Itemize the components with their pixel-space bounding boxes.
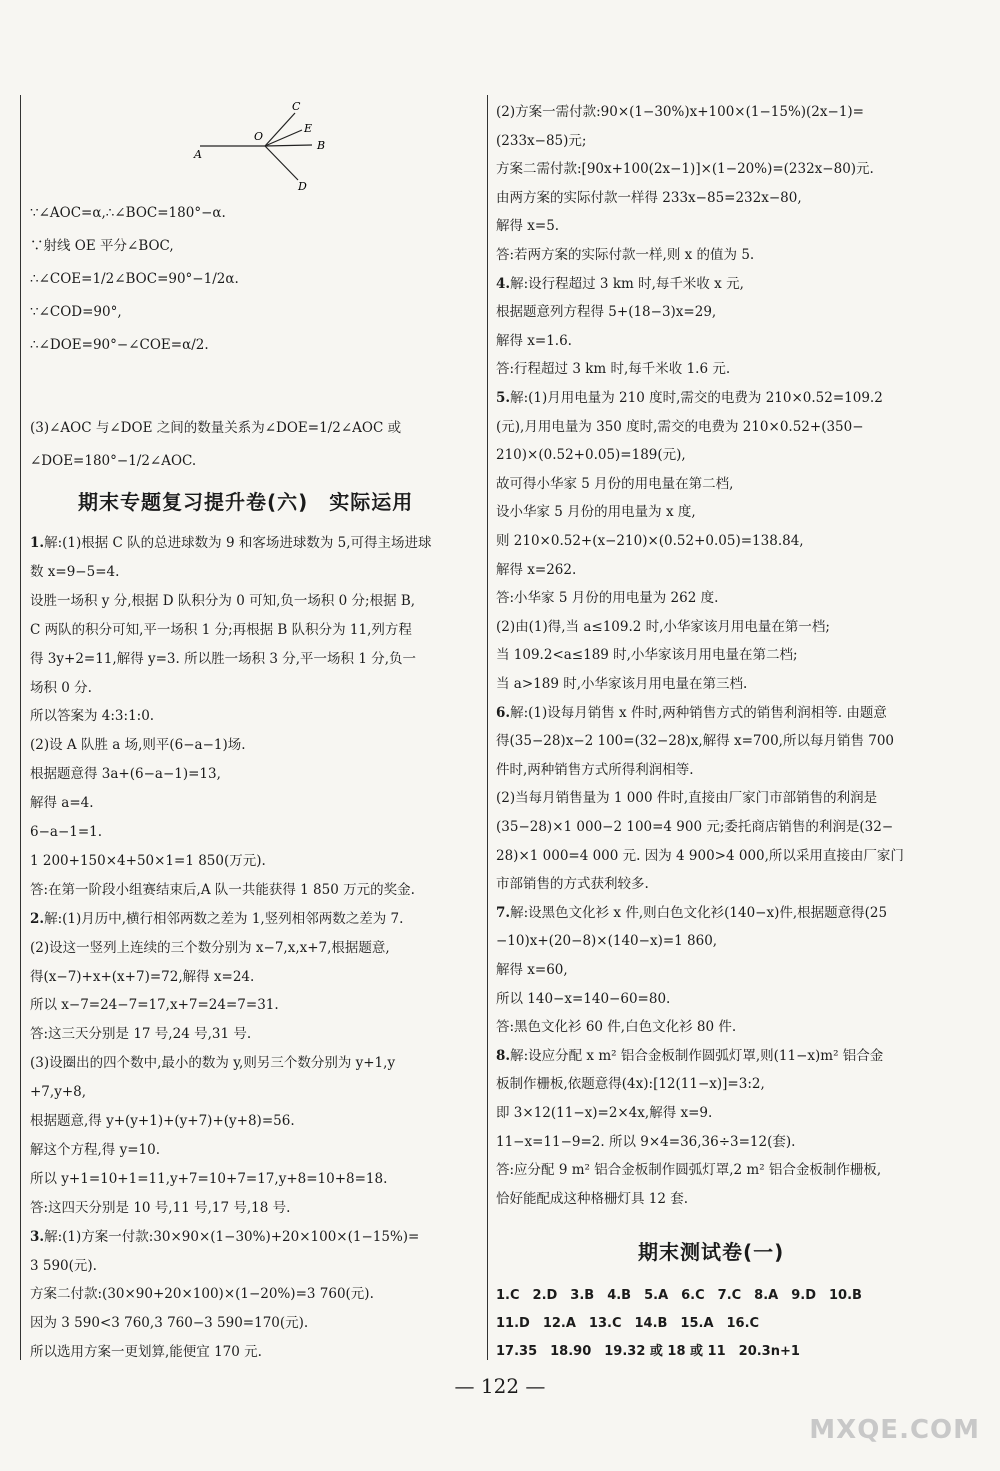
line-text: 解得 a=4. <box>30 795 94 812</box>
solution-line <box>496 333 572 349</box>
solution-line <box>30 1344 262 1360</box>
line-text: 根据题意列方程得 5+(18−3)x=29, <box>496 304 717 321</box>
line-text: −10)x+(20−8)×(140−x)=1 860, <box>496 933 718 950</box>
label-b: B <box>317 139 326 152</box>
line-text: 答:黑色文化衫 60 件,白色文化衫 80 件. <box>496 1019 737 1036</box>
line-text: 设胜一场积 y 分,根据 D 队积分为 0 可知,负一场积 0 分;根据 B, <box>30 592 416 609</box>
solution-line <box>30 680 92 696</box>
solution-line <box>30 708 154 724</box>
proof-line <box>30 205 226 221</box>
solution-line <box>496 190 802 206</box>
solution-line <box>30 997 279 1013</box>
line-text: 解:(1)根据 C 队的总进球数为 9 和客场进球数为 5,可得主场进球 <box>44 535 432 551</box>
solution-line <box>496 361 730 377</box>
line-text: 恰好能配成这种格栅灯具 12 套. <box>496 1190 689 1207</box>
solution-line <box>496 876 649 892</box>
line-text: 答:行程超过 3 km 时,每千米收 1.6 元. <box>496 361 731 378</box>
solution-line <box>30 766 221 782</box>
line-text: 解:(1)月用电量为 210 度时,需交的电费为 210×0.52=109.2 <box>510 390 883 406</box>
solution-line <box>496 476 733 492</box>
line-text: 根据题意得 3a+(6−a−1)=13, <box>30 766 221 783</box>
solution-line <box>30 1200 290 1216</box>
line-text: ∵∠COD=90°, <box>30 304 122 320</box>
solution-line <box>496 619 830 635</box>
line-text: 当 a>189 时,小华家该月用电量在第三档. <box>496 676 748 692</box>
line-text: 6−a−1=1. <box>30 824 103 840</box>
proof-line <box>30 420 401 436</box>
solution-line <box>496 905 887 921</box>
line-text: 方案二付款:(30×90+20×100)×(1−20%)=3 760(元). <box>30 1286 374 1303</box>
left-margin-rule <box>20 95 21 1360</box>
line-text: (2)设 A 队胜 a 场,则平(6−a−1)场. <box>30 737 246 754</box>
solution-line <box>496 933 717 949</box>
page-number: — 122 — <box>454 1374 546 1398</box>
solution-line <box>496 1076 765 1092</box>
solution-line <box>496 762 694 778</box>
line-text: 解得 x=60, <box>496 962 568 978</box>
line-text: 210)×(0.52+0.05)=189(元), <box>496 447 686 464</box>
solution-line <box>30 1084 86 1100</box>
column-divider <box>487 95 488 1360</box>
line-text: (2)由(1)得,当 a≤109.2 时,小华家该月用电量在第一档; <box>496 618 830 635</box>
solution-line <box>30 737 246 753</box>
line-text: ∴∠DOE=90°−∠COE=α/2. <box>30 337 209 353</box>
solution-line <box>496 1019 736 1035</box>
solution-line <box>496 304 716 320</box>
line-text: 设小华家 5 月份的用电量为 x 度, <box>496 504 696 521</box>
line-text: 因为 3 590<3 760,3 760−3 590=170(元). <box>30 1315 309 1332</box>
line-text: 当 109.2<a≤189 时,小华家该月用电量在第二档; <box>496 647 798 664</box>
line-text: 解:(1)设每月销售 x 件时,两种销售方式的销售利润相等. 由题意 <box>510 704 887 721</box>
line-text: 根据题意,得 y+(y+1)+(y+7)+(y+8)=56. <box>30 1113 295 1129</box>
solution-line <box>496 848 904 864</box>
line-text: 场积 0 分. <box>30 679 92 696</box>
line-text: 解:(1)方案一付款:30×90×(1−30%)+20×100×(1−15%)= <box>44 1228 420 1245</box>
line-text: C 两队的积分可知,平一场积 1 分;再根据 B 队积分为 11,列方程 <box>30 621 412 638</box>
line-text: 所以答案为 4:3:1:0. <box>30 708 155 725</box>
proof-line <box>30 304 122 320</box>
line-text: 得 3y+2=11,解得 y=3. 所以胜一场积 3 分,平一场积 1 分,负一 <box>30 650 417 667</box>
proof-line <box>30 238 174 254</box>
question-number: 1. <box>30 535 45 551</box>
line-text: 解得 x=262. <box>496 561 577 578</box>
solution-line <box>496 1048 883 1064</box>
solution-line <box>496 676 747 692</box>
label-d: D <box>298 180 307 193</box>
solution-line <box>496 447 686 463</box>
label-e: E <box>304 122 313 135</box>
line-text: ∵∠AOC=α,∴∠BOC=180°−α. <box>30 205 226 221</box>
line-text: ∠DOE=180°−1/2∠AOC. <box>30 453 197 469</box>
line-text: 板制作栅板,依题意得(4x):[12(11−x)]=3:2, <box>496 1076 765 1093</box>
line-text: 所以 y+1=10+1=11,y+7=10+7=17,y+8=10+8=18. <box>30 1170 388 1187</box>
line-text: 11−x=11−9=2. 所以 9×4=36,36÷3=12(套). <box>496 1133 796 1150</box>
line-text: (3)设圈出的四个数中,最小的数为 y,则另三个数分别为 y+1,y <box>30 1055 396 1072</box>
solution-line <box>30 1315 308 1331</box>
line-text: 11.D 12.A 13.C 14.B 15.A 16.C <box>496 1316 760 1331</box>
line-text: (2)设这一竖列上连续的三个数分别为 x−7,x,x+7,根据题意, <box>30 939 390 956</box>
line-text: 答:这三天分别是 17 号,24 号,31 号. <box>30 1026 252 1043</box>
line-text: 答:在第一阶段小组赛结束后,A 队一共能获得 1 850 万元的奖金. <box>30 881 415 898</box>
solution-line <box>30 1286 374 1302</box>
line-text: 得(35−28)x−2 100=(32−28)x,解得 x=700,所以每月销售 700 <box>496 733 895 750</box>
line-text: 数 x=9−5=4. <box>30 563 120 580</box>
proof-line <box>30 271 239 287</box>
solution-line <box>496 533 804 549</box>
angle-diagram <box>190 98 340 193</box>
solution-line <box>496 705 887 721</box>
solution-line <box>496 133 586 149</box>
line-text: 解:设行程超过 3 km 时,每千米收 x 元, <box>510 275 744 292</box>
line-text: 解:(1)月历中,横行相邻两数之差为 1,竖列相邻两数之差为 7. <box>44 910 404 927</box>
solution-line <box>496 218 559 234</box>
label-a: A <box>194 148 202 161</box>
line-text: 答:小华家 5 月份的用电量为 262 度. <box>496 590 719 607</box>
line-text: 则 210×0.52+(x−210)×(0.52+0.05)=138.84, <box>496 533 804 549</box>
solution-line <box>496 1134 795 1150</box>
line-text: 所以 x−7=24−7=17,x+7=24=7=31. <box>30 997 279 1014</box>
label-o: O <box>254 130 264 143</box>
solution-line <box>30 853 266 869</box>
solution-line <box>30 911 403 927</box>
line-text: 28)×1 000=4 000 元. 因为 4 900>4 000,所以采用直接由厂家门 <box>496 847 904 864</box>
solution-line <box>496 962 568 978</box>
line-text: (元),月用电量为 350 度时,需交的电费为 210×0.52+(350− <box>496 418 864 435</box>
question-number: 8. <box>496 1047 511 1064</box>
line-text: 方案二需付款:[90x+100(2x−1)]×(1−20%)=(232x−80)元. <box>496 161 874 178</box>
solution-line <box>496 991 670 1007</box>
question-number: 5. <box>496 390 511 406</box>
solution-line <box>496 562 576 578</box>
solution-line <box>496 419 864 435</box>
solution-line <box>496 504 696 520</box>
question-number: 4. <box>496 275 511 292</box>
section-title-practical: 期末专题复习提升卷(六) 实际运用 <box>78 490 414 514</box>
solution-line <box>496 247 754 263</box>
line-text: 17.35 18.90 19.32 或 18 或 11 20.3n+1 <box>496 1344 800 1359</box>
line-text: (35−28)×1 000−2 100=4 900 元;委托商店销售的利润是(32− <box>496 819 894 835</box>
section-title-final-test: 期末测试卷(一) <box>638 1240 785 1264</box>
line-text: (2)当每月销售量为 1 000 件时,直接由厂家门市部销售的利润是 <box>496 790 878 807</box>
line-text: 答:这四天分别是 10 号,11 号,17 号,18 号. <box>30 1199 291 1216</box>
answer-line <box>496 1288 862 1304</box>
line-text: 解得 x=1.6. <box>496 332 572 349</box>
line-text: 解这个方程,得 y=10. <box>30 1141 160 1158</box>
solution-line <box>30 824 102 840</box>
line-text: 故可得小华家 5 月份的用电量在第二档, <box>496 475 734 492</box>
solution-line <box>496 790 877 806</box>
line-text: ∴∠COE=1/2∠BOC=90°−1/2α. <box>30 271 239 287</box>
question-number: 3. <box>30 1228 45 1245</box>
line-text: 市部销售的方式获利较多. <box>496 876 649 893</box>
solution-line <box>496 819 893 835</box>
solution-line <box>496 647 798 663</box>
question-number: 2. <box>30 910 45 927</box>
line-text: 所以 140−x=140−60=80. <box>496 990 671 1007</box>
line-text: (233x−85)元; <box>496 132 587 149</box>
answer-line <box>496 1316 759 1332</box>
solution-line <box>30 593 415 609</box>
solution-line <box>496 390 883 406</box>
line-text: 即 3×12(11−x)=2×4x,解得 x=9. <box>496 1105 713 1121</box>
line-text: 1.C 2.D 3.B 4.B 5.A 6.C 7.C 8.A 9.D 10.B <box>496 1288 862 1303</box>
line-text: 答:应分配 9 m² 铝合金板制作圆弧灯罩,2 m² 铝合金板制作栅板, <box>496 1162 882 1179</box>
line-text: 解:设应分配 x m² 铝合金板制作圆弧灯罩,则(11−x)m² 铝合金 <box>510 1047 884 1064</box>
line-text: 所以选用方案一更划算,能便宜 170 元. <box>30 1344 262 1361</box>
line-text: 答:若两方案的实际付款一样,则 x 的值为 5. <box>496 247 755 263</box>
solution-line <box>496 104 864 120</box>
solution-line <box>30 622 412 638</box>
solution-line <box>30 1171 387 1187</box>
line-text: 3 590(元). <box>30 1257 97 1274</box>
solution-line <box>30 969 254 985</box>
solution-line <box>496 276 744 292</box>
solution-line <box>30 535 432 551</box>
solution-line <box>496 1191 688 1207</box>
solution-line <box>496 1162 881 1178</box>
question-number: 6. <box>496 704 511 721</box>
solution-line <box>496 1105 712 1121</box>
solution-line <box>496 733 894 749</box>
solution-line <box>30 1258 97 1274</box>
watermark: MXQE.COM <box>809 1415 980 1445</box>
proof-line <box>30 337 209 353</box>
solution-line <box>30 1142 160 1158</box>
line-text: 由两方案的实际付款一样得 233x−85=232x−80, <box>496 189 802 206</box>
solution-line <box>30 564 119 580</box>
line-text: (2)方案一需付款:90×(1−30%)x+100×(1−15%)(2x−1)= <box>496 104 864 120</box>
solution-line <box>496 161 874 177</box>
line-text: +7,y+8, <box>30 1084 87 1101</box>
solution-line <box>30 1055 395 1071</box>
line-text: 1 200+150×4+50×1=1 850(万元). <box>30 852 266 869</box>
answer-line <box>496 1344 800 1360</box>
question-number: 7. <box>496 904 511 921</box>
label-c: C <box>292 100 301 113</box>
solution-line <box>30 1026 251 1042</box>
line-text: 解得 x=5. <box>496 218 560 235</box>
line-text: 件时,两种销售方式所得利润相等. <box>496 761 694 778</box>
solution-line <box>30 1113 295 1129</box>
solution-line <box>30 940 390 956</box>
solution-line <box>496 590 718 606</box>
line-text: 解:设黑色文化衫 x 件,则白色文化衫(140−x)件,根据题意得(25 <box>510 904 888 921</box>
solution-line <box>30 882 415 898</box>
line-text: (3)∠AOC 与∠DOE 之间的数量关系为∠DOE=1/2∠AOC 或 <box>30 420 402 436</box>
line-text: ∵射线 OE 平分∠BOC, <box>30 238 174 254</box>
solution-line <box>30 795 94 811</box>
proof-line <box>30 453 196 469</box>
solution-line <box>30 651 416 667</box>
line-text: 得(x−7)+x+(x+7)=72,解得 x=24. <box>30 968 255 985</box>
solution-line <box>30 1229 419 1245</box>
